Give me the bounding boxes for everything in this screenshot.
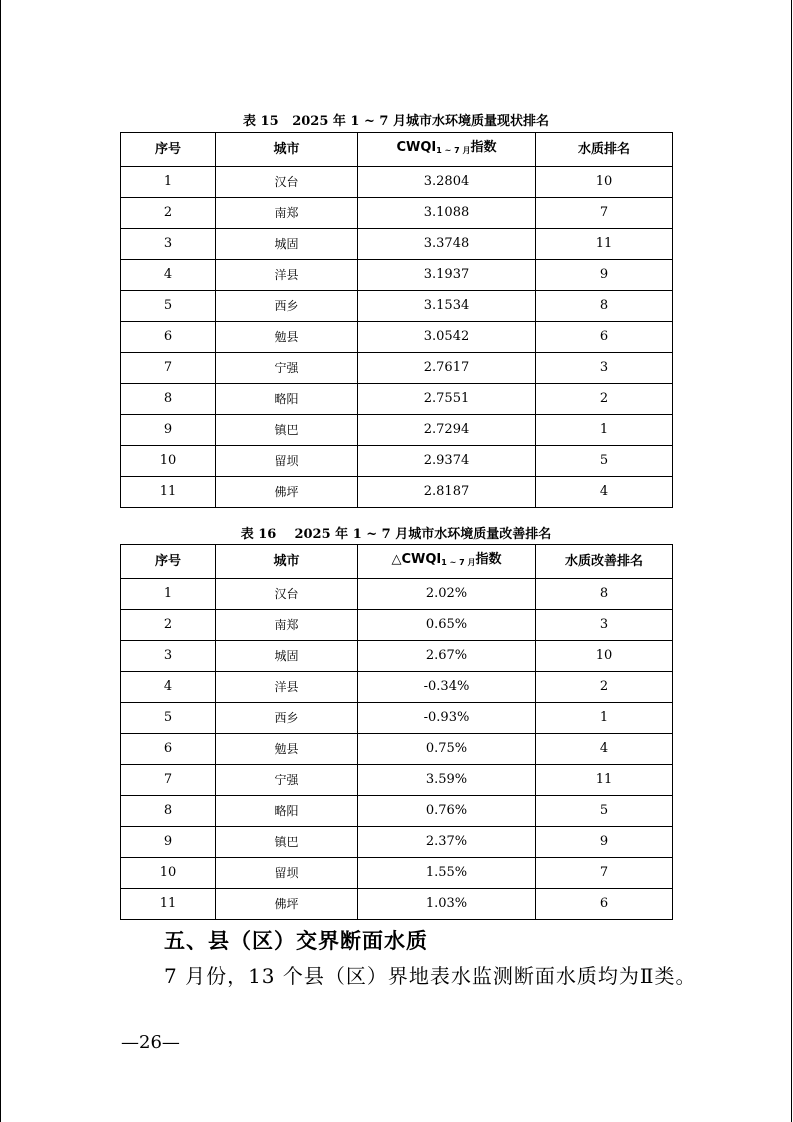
table16-cell-value: 0.75% bbox=[358, 734, 536, 765]
table15-row bbox=[121, 384, 673, 415]
table15-header-index-suffix: 指数 bbox=[470, 140, 497, 155]
table16-cell-value: 2.67% bbox=[358, 641, 536, 672]
table15-row bbox=[121, 353, 673, 384]
table15-cell-no: 1 bbox=[121, 167, 216, 198]
table16-body bbox=[121, 579, 673, 920]
table16-cell-rank: 10 bbox=[536, 641, 673, 672]
table15-row bbox=[121, 260, 673, 291]
table16-cell-value: 0.76% bbox=[358, 796, 536, 827]
table15-row bbox=[121, 446, 673, 477]
table16-cell-no: 9 bbox=[121, 827, 216, 858]
table16-cell-rank: 8 bbox=[536, 579, 673, 610]
table16-cell-value: 1.03% bbox=[358, 889, 536, 920]
table15-cell-no: 6 bbox=[121, 322, 216, 353]
table15-cell-value: 2.7617 bbox=[358, 353, 536, 384]
table15-cell-value: 3.0542 bbox=[358, 322, 536, 353]
table16-cell-city: 汉台 bbox=[216, 579, 358, 610]
table16-row bbox=[121, 765, 673, 796]
table15-cell-value: 3.1088 bbox=[358, 198, 536, 229]
table16-cell-city: 洋县 bbox=[216, 672, 358, 703]
table15-cell-rank: 6 bbox=[536, 322, 673, 353]
table15-cell-no: 5 bbox=[121, 291, 216, 322]
table15-header-no: 序号 bbox=[121, 133, 216, 167]
table15-cell-rank: 3 bbox=[536, 353, 673, 384]
table15-cell-city: 洋县 bbox=[216, 260, 358, 291]
table16-cell-value: -0.93% bbox=[358, 703, 536, 734]
table16-cell-rank: 3 bbox=[536, 610, 673, 641]
table16-cell-city: 佛坪 bbox=[216, 889, 358, 920]
table16-cell-city: 城固 bbox=[216, 641, 358, 672]
table16-header-rank: 水质改善排名 bbox=[536, 545, 673, 579]
page-border-right bbox=[791, 0, 792, 1122]
table16-cell-no: 11 bbox=[121, 889, 216, 920]
table15-cell-no: 9 bbox=[121, 415, 216, 446]
table15-cell-city: 略阳 bbox=[216, 384, 358, 415]
table15-cell-rank: 8 bbox=[536, 291, 673, 322]
table15-cell-no: 8 bbox=[121, 384, 216, 415]
page-border-left bbox=[0, 0, 1, 1122]
table16-cell-city: 宁强 bbox=[216, 765, 358, 796]
table15-cell-value: 3.1534 bbox=[358, 291, 536, 322]
table15-caption: 表 15 2025 年 1 ~ 7 月城市水环境质量现状排名 bbox=[243, 114, 549, 129]
table16-caption: 表 16 2025 年 1 ~ 7 月城市水环境质量改善排名 bbox=[240, 527, 552, 542]
table16-cell-no: 7 bbox=[121, 765, 216, 796]
table16-row bbox=[121, 579, 673, 610]
table16-cell-value: -0.34% bbox=[358, 672, 536, 703]
table16-cell-value: 0.65% bbox=[358, 610, 536, 641]
table15-cell-value: 3.3748 bbox=[358, 229, 536, 260]
table15-cell-city: 南郑 bbox=[216, 198, 358, 229]
table15-cell-rank: 2 bbox=[536, 384, 673, 415]
table16-cell-value: 2.37% bbox=[358, 827, 536, 858]
table15-row bbox=[121, 167, 673, 198]
table16-cell-city: 勉县 bbox=[216, 734, 358, 765]
table15-cell-no: 11 bbox=[121, 477, 216, 508]
table15-cell-value: 2.8187 bbox=[358, 477, 536, 508]
table15-cell-no: 10 bbox=[121, 446, 216, 477]
table16-row bbox=[121, 610, 673, 641]
table16-row bbox=[121, 703, 673, 734]
table16-cell-city: 略阳 bbox=[216, 796, 358, 827]
table15-cell-rank: 11 bbox=[536, 229, 673, 260]
table15-cell-city: 汉台 bbox=[216, 167, 358, 198]
table16-cell-rank: 5 bbox=[536, 796, 673, 827]
table15-cell-rank: 5 bbox=[536, 446, 673, 477]
table15-header-index bbox=[358, 133, 536, 167]
table16-row bbox=[121, 672, 673, 703]
table16-cell-rank: 6 bbox=[536, 889, 673, 920]
table16-row bbox=[121, 827, 673, 858]
table15-cell-no: 4 bbox=[121, 260, 216, 291]
table16-cell-value: 1.55% bbox=[358, 858, 536, 889]
table16-header-index-main: △CWQI bbox=[391, 552, 442, 567]
table16-cell-city: 留坝 bbox=[216, 858, 358, 889]
table16-header-index-sub: 1 ~ 7 月 bbox=[441, 558, 476, 567]
table16-cell-no: 8 bbox=[121, 796, 216, 827]
table16-cell-city: 西乡 bbox=[216, 703, 358, 734]
table15-row bbox=[121, 322, 673, 353]
table15-cell-city: 宁强 bbox=[216, 353, 358, 384]
table16-cell-rank: 4 bbox=[536, 734, 673, 765]
table15-row bbox=[121, 477, 673, 508]
table16-header-no: 序号 bbox=[121, 545, 216, 579]
table15-cell-no: 2 bbox=[121, 198, 216, 229]
table15-row bbox=[121, 291, 673, 322]
table16-cell-rank: 9 bbox=[536, 827, 673, 858]
table15-cell-rank: 4 bbox=[536, 477, 673, 508]
table16-header-index bbox=[358, 545, 536, 579]
table15-cell-value: 2.9374 bbox=[358, 446, 536, 477]
table15-water-quality-status-ranking bbox=[120, 132, 673, 508]
table16-cell-rank: 2 bbox=[536, 672, 673, 703]
table16-cell-no: 4 bbox=[121, 672, 216, 703]
page-number: —26— bbox=[121, 1032, 180, 1053]
table16-cell-value: 2.02% bbox=[358, 579, 536, 610]
table16-cell-value: 3.59% bbox=[358, 765, 536, 796]
table15-cell-value: 2.7294 bbox=[358, 415, 536, 446]
table15-cell-value: 3.2804 bbox=[358, 167, 536, 198]
table16-header-row bbox=[121, 545, 673, 579]
table16-cell-rank: 11 bbox=[536, 765, 673, 796]
table16-cell-city: 镇巴 bbox=[216, 827, 358, 858]
table16-cell-rank: 1 bbox=[536, 703, 673, 734]
table15-cell-rank: 9 bbox=[536, 260, 673, 291]
table15-header-row bbox=[121, 133, 673, 167]
table16-cell-no: 6 bbox=[121, 734, 216, 765]
table15-cell-value: 2.7551 bbox=[358, 384, 536, 415]
table15-cell-no: 3 bbox=[121, 229, 216, 260]
table16-cell-no: 10 bbox=[121, 858, 216, 889]
table15-row bbox=[121, 229, 673, 260]
table15-header-index-main: CWQI bbox=[396, 140, 437, 155]
table16-water-quality-improvement-ranking bbox=[120, 544, 673, 920]
table15-cell-value: 3.1937 bbox=[358, 260, 536, 291]
table16-cell-no: 5 bbox=[121, 703, 216, 734]
table15-cell-no: 7 bbox=[121, 353, 216, 384]
table16-row bbox=[121, 734, 673, 765]
table15-cell-city: 留坝 bbox=[216, 446, 358, 477]
table16-cell-city: 南郑 bbox=[216, 610, 358, 641]
table16-row bbox=[121, 796, 673, 827]
table16-row bbox=[121, 641, 673, 672]
table16-header-index-suffix: 指数 bbox=[475, 552, 502, 567]
table16-cell-no: 3 bbox=[121, 641, 216, 672]
table15-cell-rank: 1 bbox=[536, 415, 673, 446]
table15-header-city: 城市 bbox=[216, 133, 358, 167]
table15-cell-city: 西乡 bbox=[216, 291, 358, 322]
table15-cell-city: 镇巴 bbox=[216, 415, 358, 446]
table15-header-index-sub: 1 ~ 7 月 bbox=[436, 146, 471, 155]
section-heading: 五、县（区）交界断面水质 bbox=[164, 929, 428, 953]
table15-row bbox=[121, 198, 673, 229]
table16-cell-no: 2 bbox=[121, 610, 216, 641]
table16-header-city: 城市 bbox=[216, 545, 358, 579]
table16-cell-no: 1 bbox=[121, 579, 216, 610]
table15-cell-city: 勉县 bbox=[216, 322, 358, 353]
table15-cell-rank: 10 bbox=[536, 167, 673, 198]
table15-cell-city: 城固 bbox=[216, 229, 358, 260]
table15-row bbox=[121, 415, 673, 446]
table15-cell-rank: 7 bbox=[536, 198, 673, 229]
table16-row bbox=[121, 889, 673, 920]
section-paragraph: 7 月份，13 个县（区）界地表水监测断面水质均为Ⅱ类。 bbox=[164, 964, 697, 988]
table16-cell-rank: 7 bbox=[536, 858, 673, 889]
table16-row bbox=[121, 858, 673, 889]
table15-body bbox=[121, 167, 673, 508]
table15-cell-city: 佛坪 bbox=[216, 477, 358, 508]
table15-header-rank: 水质排名 bbox=[536, 133, 673, 167]
